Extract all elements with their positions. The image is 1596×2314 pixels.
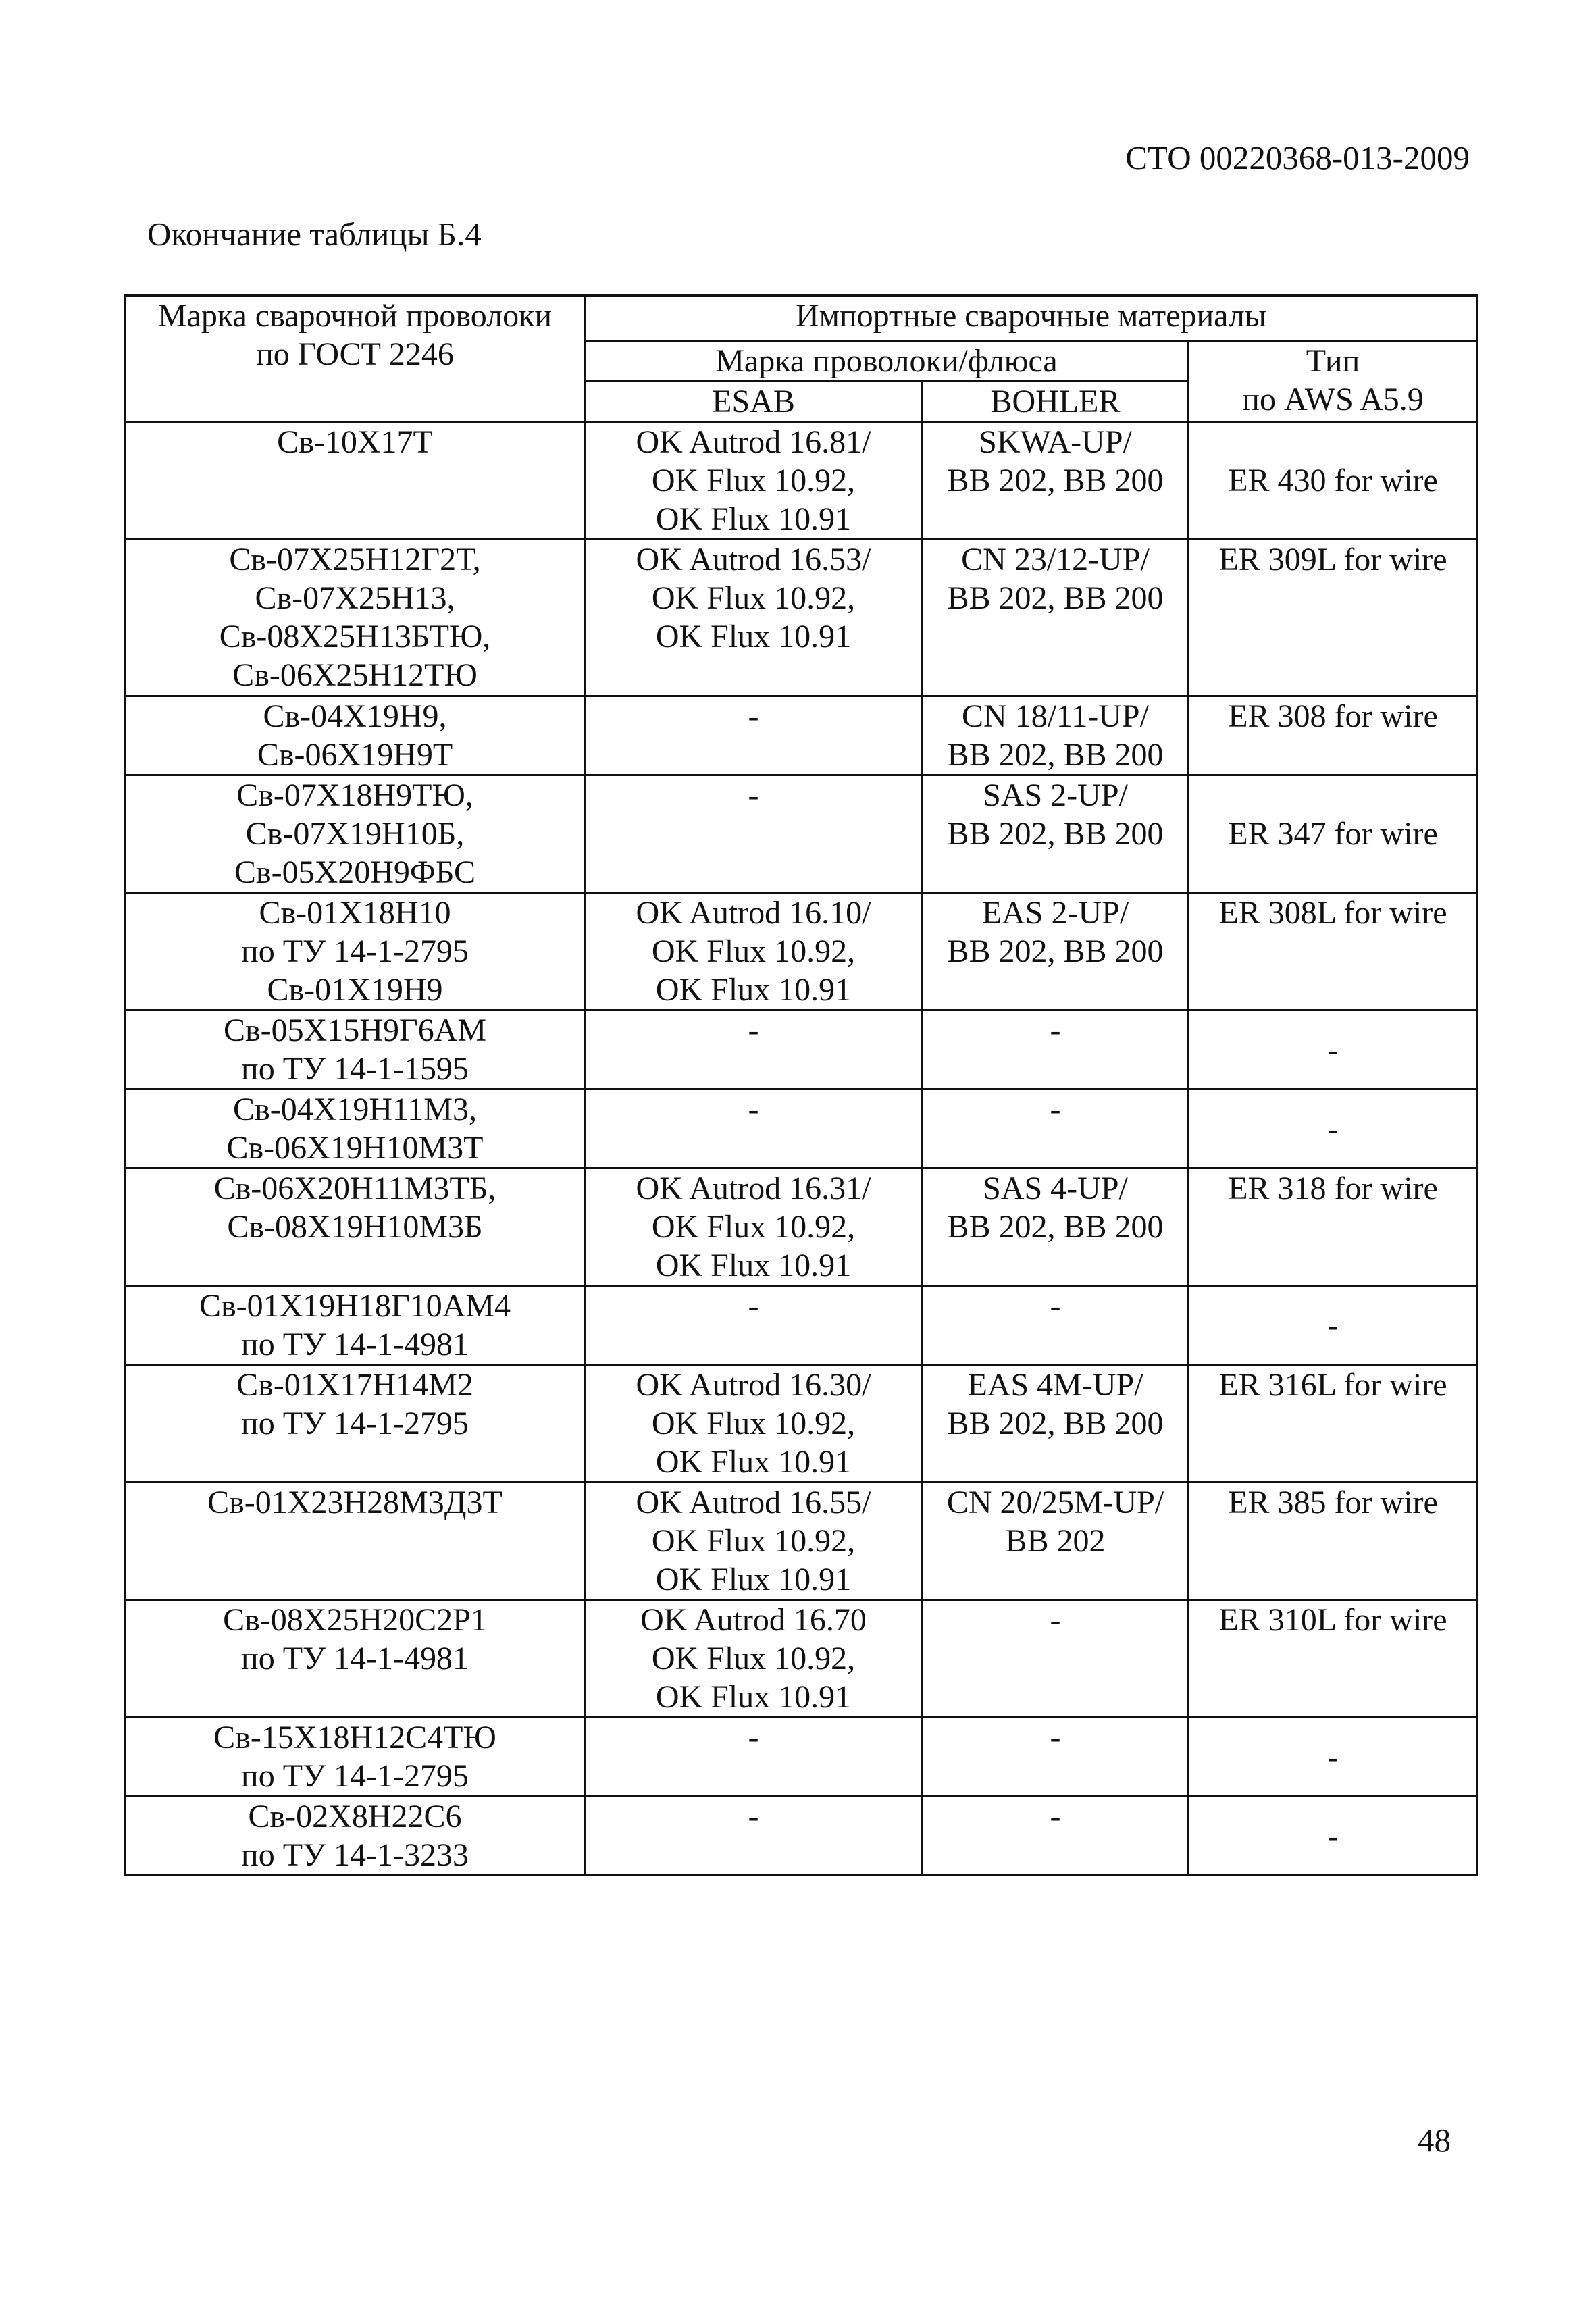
cell-bohler: CN 20/25M-UP/ BB 202: [923, 1483, 1189, 1600]
cell-esab: OK Autrod 16.10/ OK Flux 10.92, OK Flux 10.91: [585, 893, 923, 1010]
cell-gost: Св-10Х17Т: [126, 422, 585, 540]
cell-bohler: EAS 2-UP/ BB 202, BB 200: [923, 893, 1189, 1010]
cell-bohler: SAS 2-UP/ BB 202, BB 200: [923, 775, 1189, 893]
cell-bohler: -: [923, 1286, 1189, 1365]
table-row: [126, 1797, 1478, 1876]
cell-gost: Св-07Х18Н9ТЮ, Св-07Х19Н10Б, Св-05Х20Н9ФБС: [126, 775, 585, 893]
cell-gost: Св-01Х19Н18Г10АМ4 по ТУ 14-1-4981: [126, 1286, 585, 1365]
page-number: 48: [1418, 2122, 1451, 2159]
cell-gost: Св-02Х8Н22С6 по ТУ 14-1-3233: [126, 1797, 585, 1876]
cell-gost: Св-05Х15Н9Г6АМ по ТУ 14-1-1595: [126, 1010, 585, 1089]
table-row: [126, 1168, 1478, 1286]
cell-esab: OK Autrod 16.31/ OK Flux 10.92, OK Flux 10.91: [585, 1168, 923, 1286]
cell-gost: Св-04Х19Н11М3, Св-06Х19Н10М3Т: [126, 1089, 585, 1168]
table-row: [126, 775, 1478, 893]
cell-gost: Св-01Х23Н28М3Д3Т: [126, 1483, 585, 1600]
table-row: [126, 696, 1478, 775]
cell-gost: Св-08Х25Н20С2Р1 по ТУ 14-1-4981: [126, 1600, 585, 1718]
cell-esab: OK Autrod 16.81/ OK Flux 10.92, OK Flux 10.91: [585, 422, 923, 540]
cell-esab: OK Autrod 16.30/ OK Flux 10.92, OK Flux 10.91: [585, 1365, 923, 1483]
header-esab: ESAB: [585, 382, 923, 422]
cell-bohler: EAS 4M-UP/ BB 202, BB 200: [923, 1365, 1189, 1483]
cell-aws: ER 309L for wire: [1189, 540, 1478, 696]
cell-bohler: -: [923, 1600, 1189, 1718]
cell-esab: -: [585, 1797, 923, 1876]
cell-bohler: -: [923, 1718, 1189, 1797]
cell-bohler: CN 23/12-UP/ BB 202, BB 200: [923, 540, 1189, 696]
table-row: [126, 893, 1478, 1010]
cell-aws: -: [1189, 1089, 1478, 1168]
cell-bohler: -: [923, 1010, 1189, 1089]
cell-esab: -: [585, 1718, 923, 1797]
cell-aws: ER 430 for wire: [1189, 422, 1478, 540]
cell-esab: OK Autrod 16.70 OK Flux 10.92, OK Flux 10.91: [585, 1600, 923, 1718]
table-row: [126, 1365, 1478, 1483]
document-code: СТО 00220368-013-2009: [1125, 139, 1470, 176]
cell-gost: Св-07Х25Н12Г2Т, Св-07Х25Н13, Св-08Х25Н13БТЮ, Св-06Х25Н12ТЮ: [126, 540, 585, 696]
cell-gost: Св-01Х18Н10 по ТУ 14-1-2795 Св-01Х19Н9: [126, 893, 585, 1010]
cell-gost: Св-01Х17Н14М2 по ТУ 14-1-2795: [126, 1365, 585, 1483]
cell-bohler: SAS 4-UP/ BB 202, BB 200: [923, 1168, 1189, 1286]
cell-aws: ER 310L for wire: [1189, 1600, 1478, 1718]
table-row: [126, 1718, 1478, 1797]
table-row: [126, 1010, 1478, 1089]
table-caption: Окончание таблицы Б.4: [147, 215, 482, 253]
cell-bohler: CN 18/11-UP/ BB 202, BB 200: [923, 696, 1189, 775]
welding-materials-table: [124, 294, 1478, 1876]
cell-aws: ER 318 for wire: [1189, 1168, 1478, 1286]
header-aws-type: Тип по AWS A5.9: [1189, 341, 1478, 422]
header-wire-flux-brand: Марка проволоки/флюса: [585, 341, 1189, 382]
cell-aws: ER 347 for wire: [1189, 775, 1478, 893]
cell-bohler: -: [923, 1089, 1189, 1168]
cell-bohler: SKWA-UP/ BB 202, BB 200: [923, 422, 1189, 540]
cell-esab: OK Autrod 16.55/ OK Flux 10.92, OK Flux 10.91: [585, 1483, 923, 1600]
cell-esab: -: [585, 696, 923, 775]
table-row: [126, 540, 1478, 696]
header-bohler: BOHLER: [923, 382, 1189, 422]
cell-aws: ER 385 for wire: [1189, 1483, 1478, 1600]
header-gost-wire: Марка сварочной проволоки по ГОСТ 2246: [126, 296, 585, 422]
table-row: [126, 1483, 1478, 1600]
cell-esab: -: [585, 1286, 923, 1365]
cell-aws: -: [1189, 1718, 1478, 1797]
cell-gost: Св-15Х18Н12С4ТЮ по ТУ 14-1-2795: [126, 1718, 585, 1797]
cell-esab: -: [585, 775, 923, 893]
cell-gost: Св-04Х19Н9, Св-06Х19Н9Т: [126, 696, 585, 775]
header-imported-materials: Импортные сварочные материалы: [585, 296, 1478, 341]
table-row: [126, 1286, 1478, 1365]
table-row: [126, 1089, 1478, 1168]
cell-esab: -: [585, 1089, 923, 1168]
table-row: [126, 422, 1478, 540]
cell-aws: ER 316L for wire: [1189, 1365, 1478, 1483]
cell-aws: -: [1189, 1010, 1478, 1089]
cell-aws: -: [1189, 1797, 1478, 1876]
cell-esab: OK Autrod 16.53/ OK Flux 10.92, OK Flux 10.91: [585, 540, 923, 696]
table-row: [126, 1600, 1478, 1718]
cell-aws: ER 308 for wire: [1189, 696, 1478, 775]
cell-esab: -: [585, 1010, 923, 1089]
cell-aws: -: [1189, 1286, 1478, 1365]
cell-gost: Св-06Х20Н11М3ТБ, Св-08Х19Н10М3Б: [126, 1168, 585, 1286]
cell-aws: ER 308L for wire: [1189, 893, 1478, 1010]
cell-bohler: -: [923, 1797, 1189, 1876]
